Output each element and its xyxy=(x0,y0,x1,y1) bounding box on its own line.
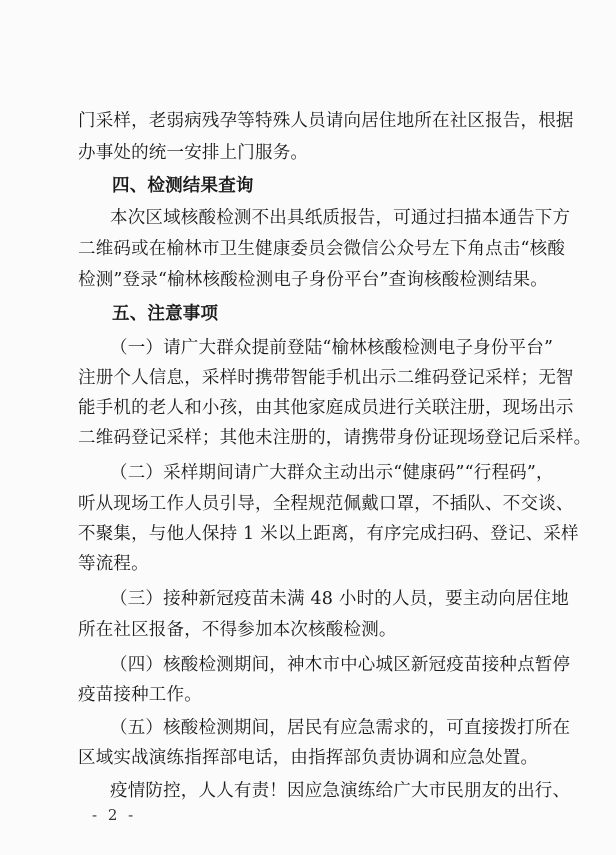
body-text-line: 办事处的统一安排上门服务。 xyxy=(78,143,309,163)
body-text-line: 注册个人信息，采样时携带智能手机出示二维码登记采样；无智 xyxy=(78,368,574,388)
body-text-line: 二维码登记采样；其他未注册的，请携带身份证现场登记后采样。 xyxy=(78,428,592,448)
body-text-line: 本次区域核酸检测不出具纸质报告，可通过扫描本通告下方 xyxy=(110,208,571,228)
body-text-line: 疫情防控，人人有责！因应急演练给广大市民朋友的出行、 xyxy=(110,781,571,801)
section-heading: 四、检测结果查询 xyxy=(112,176,254,196)
body-text-line: 能手机的老人和小孩，由其他家庭成员进行关联注册，现场出示 xyxy=(78,398,574,418)
page-number: - 2 - xyxy=(92,806,137,824)
body-text-line: （四）核酸检测期间，神木市中心城区新冠疫苗接种点暂停 xyxy=(110,655,571,675)
body-text-line: （二）采样期间请广大群众主动出示“健康码”“行程码”， xyxy=(110,463,554,483)
section-heading: 五、注意事项 xyxy=(112,304,219,324)
body-text-line: 不聚集，与他人保持 1 米以上距离，有序完成扫码、登记、采样 xyxy=(78,524,579,544)
body-text-line: 检测”登录“榆林核酸检测电子身份平台”查询核酸检测结果。 xyxy=(78,270,548,290)
body-text-line: （五）核酸检测期间，居民有应急需求的，可直接拨打所在 xyxy=(110,718,571,738)
body-text-line: 听从现场工作人员引导，全程规范佩戴口罩，不插队、不交谈、 xyxy=(78,494,574,514)
body-text-line: 区域实战演练指挥部电话，由指挥部负责协调和应急处置。 xyxy=(78,748,539,768)
body-text-line: 疫苗接种工作。 xyxy=(78,685,202,705)
body-text-line: （一）请广大群众提前登陆“榆林核酸检测电子身份平台” xyxy=(110,338,554,358)
body-text-line: 二维码或在榆林市卫生健康委员会微信公众号左下角点击“核酸 xyxy=(78,239,566,259)
body-text-line: 所在社区报备，不得参加本次核酸检测。 xyxy=(78,620,397,640)
body-text-line: 等流程。 xyxy=(78,554,149,574)
body-text-line: 门采样，老弱病残孕等特殊人员请向居住地所在社区报告，根据 xyxy=(78,111,574,131)
body-text-line: （三）接种新冠疫苗未满 48 小时的人员，要主动向居住地 xyxy=(110,589,569,609)
